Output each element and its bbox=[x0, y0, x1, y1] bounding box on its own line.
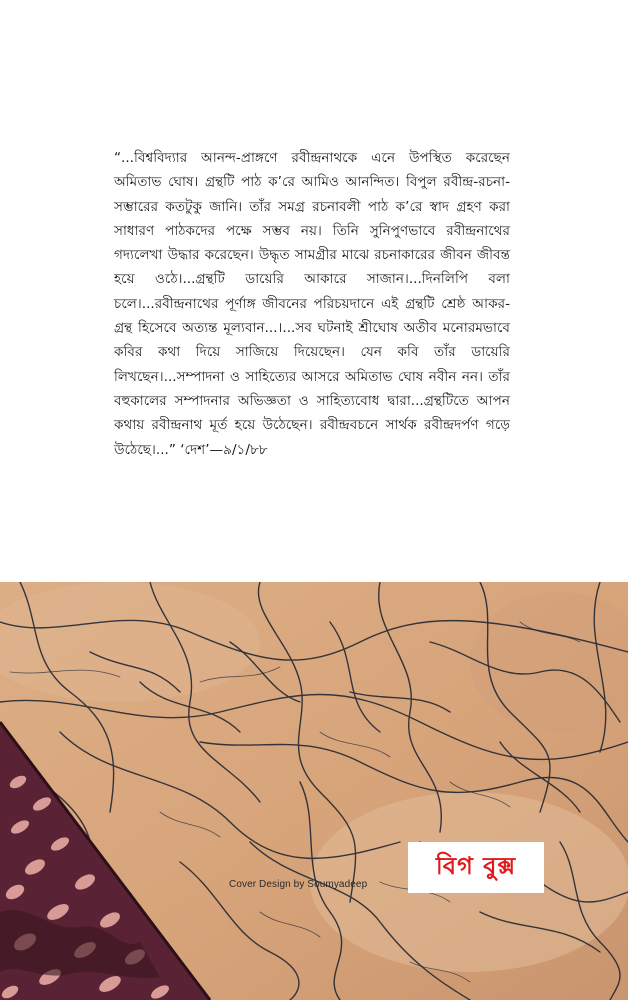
batik-art-panel bbox=[0, 582, 628, 1000]
publisher-logo bbox=[408, 842, 544, 893]
review-blurb: “...বিশ্ববিদ্যার আনন্দ-প্রাঙ্গণে রবীন্দ্রনাথকে এনে উপস্থিত করেছেন অমিতাভ ঘোষ। গ্রন্থটি পাঠ ক’রে আমিও আনন্দিত। বিপুল রবীন্দ্র-রচনা-সম্ভারের কতটুকু জানি। তাঁর সমগ্র রচনাবলী পাঠ ক’রে স্বাদ গ্রহণ করা সাধারণ পাঠকদের পক্ষে সম্ভব নয়। তিনি সুনিপুণভাবে রবীন্দ্রনাথের গদ্যলেখা উদ্ধার করেছেন। উদ্ধৃত সামগ্রীর মাঝে রচনাকারের জীবন জীবন্ত হয়ে ওঠে।...গ্রন্থটি ডায়েরি আকারে সাজান।...দিনলিপি বলা চলে।...রবীন্দ্রনাথের পূর্ণাঙ্গ জীবনের পরিচয়দানে এই গ্রন্থটি শ্রেষ্ঠ আকর-গ্রন্থ হিসেবে অত্যন্ত মূল্যবান...।...সব ঘটনাই শ্রীঘোষ অতীব মনোরমভাবে কবির কথা দিয়ে সাজিয়ে দিয়েছেন। যেন কবি তাঁর ডায়েরি লিখছেন।...সম্পাদনা ও সাহিত্যের আসরে অমিতাভ ঘোষ নবীন নন। তাঁর বহুকালের সম্পাদনার অভিজ্ঞতা ও সাহিত্যবোধ দ্বারা...গ্রন্থটিতে আপন কথায় রবীন্দ্রনাথ মূর্ত হয়ে উঠেছেন। রবীন্দ্রবচনে সার্থক রবীন্দ্রদর্পণ গড়ে উঠেছে।...” ‘দেশ’—৯/১/৮৮ bbox=[114, 150, 510, 458]
publisher-logo-text: বিগ বুক্স bbox=[435, 851, 517, 880]
crackle-batik-artwork bbox=[0, 582, 628, 1000]
cover-design-credit: Cover Design by Soumyadeep bbox=[229, 879, 368, 890]
